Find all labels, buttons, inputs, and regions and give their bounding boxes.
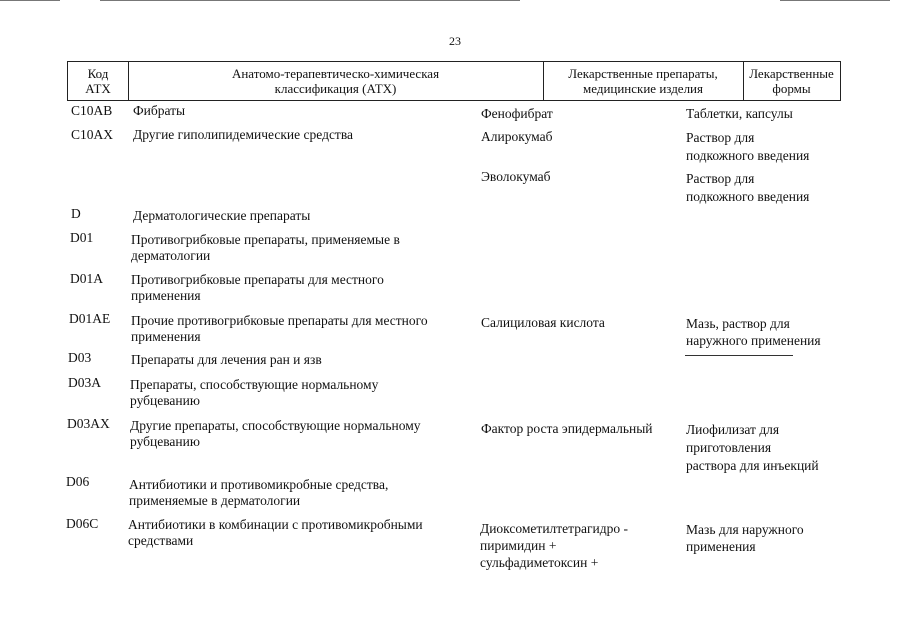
- row-classification: Антибиотики и противомикробные средства, применяемые в дерматологии: [129, 477, 389, 508]
- row-code: C10AB: [71, 103, 113, 118]
- header-code: Код АТХ: [68, 62, 129, 100]
- table-header: [67, 61, 841, 101]
- row-classification: Фибраты: [133, 103, 186, 118]
- row-form: Раствор для подкожного введения: [686, 171, 810, 204]
- row-drug: Диоксометилтетрагидро - пиримидин + сульфадиметоксин +: [480, 521, 628, 570]
- row-drug: Эволокумаб: [481, 169, 551, 184]
- page-number: 23: [449, 34, 461, 48]
- row-code: C10AX: [71, 127, 114, 142]
- row-classification: Противогрибковые препараты, применяемые в дерматологии: [131, 232, 400, 263]
- scan-edge-line: [100, 0, 520, 1]
- row-drug: Фактор роста эпидермальный: [481, 421, 653, 436]
- header-forms: Лекарственные формы: [749, 66, 834, 96]
- row-drug: Салициловая кислота: [481, 315, 605, 330]
- scan-edge-line: [0, 0, 60, 1]
- row-form: Раствор для подкожного введения: [686, 130, 810, 163]
- row-code: D06C: [66, 516, 99, 531]
- row-code: D03A: [68, 375, 101, 390]
- row-form: Мазь, раствор для наружного применения: [686, 316, 821, 348]
- row-form: Таблетки, капсулы: [686, 106, 793, 121]
- row-classification: Дерматологические препараты: [133, 208, 311, 223]
- underline-mark: [685, 355, 793, 356]
- row-classification: Антибиотики в комбинации с противомикробными средствами: [128, 517, 423, 548]
- row-code: D06: [66, 474, 90, 489]
- header-drugs: Лекарственные препараты, медицинские изделия: [543, 62, 744, 100]
- row-form: Лиофилизат для приготовления раствора для инъекций: [686, 422, 819, 473]
- row-form: Мазь для наружного применения: [686, 522, 804, 554]
- row-code: D03AX: [67, 416, 110, 431]
- row-code: D01: [70, 230, 94, 245]
- row-code: D: [71, 206, 81, 221]
- row-code: D01A: [70, 271, 103, 286]
- row-classification: Препараты для лечения ран и язв: [131, 352, 322, 367]
- row-classification: Прочие противогрибковые препараты для местного применения: [131, 313, 428, 344]
- row-drug: Фенофибрат: [481, 106, 553, 121]
- row-code: D01AE: [69, 311, 111, 326]
- scan-edge-line: [780, 0, 890, 1]
- header-classification: Анатомо-терапевтическо-химическая классификация (АТХ): [128, 62, 544, 100]
- row-classification: Препараты, способствующие нормальному рубцеванию: [130, 377, 379, 408]
- row-classification: Противогрибковые препараты для местного применения: [131, 272, 384, 303]
- row-code: D03: [68, 350, 92, 365]
- row-drug: Алирокумаб: [481, 129, 553, 144]
- row-classification: Другие препараты, способствующие нормальному рубцеванию: [130, 418, 421, 449]
- row-classification: Другие гиполипидемические средства: [133, 127, 354, 142]
